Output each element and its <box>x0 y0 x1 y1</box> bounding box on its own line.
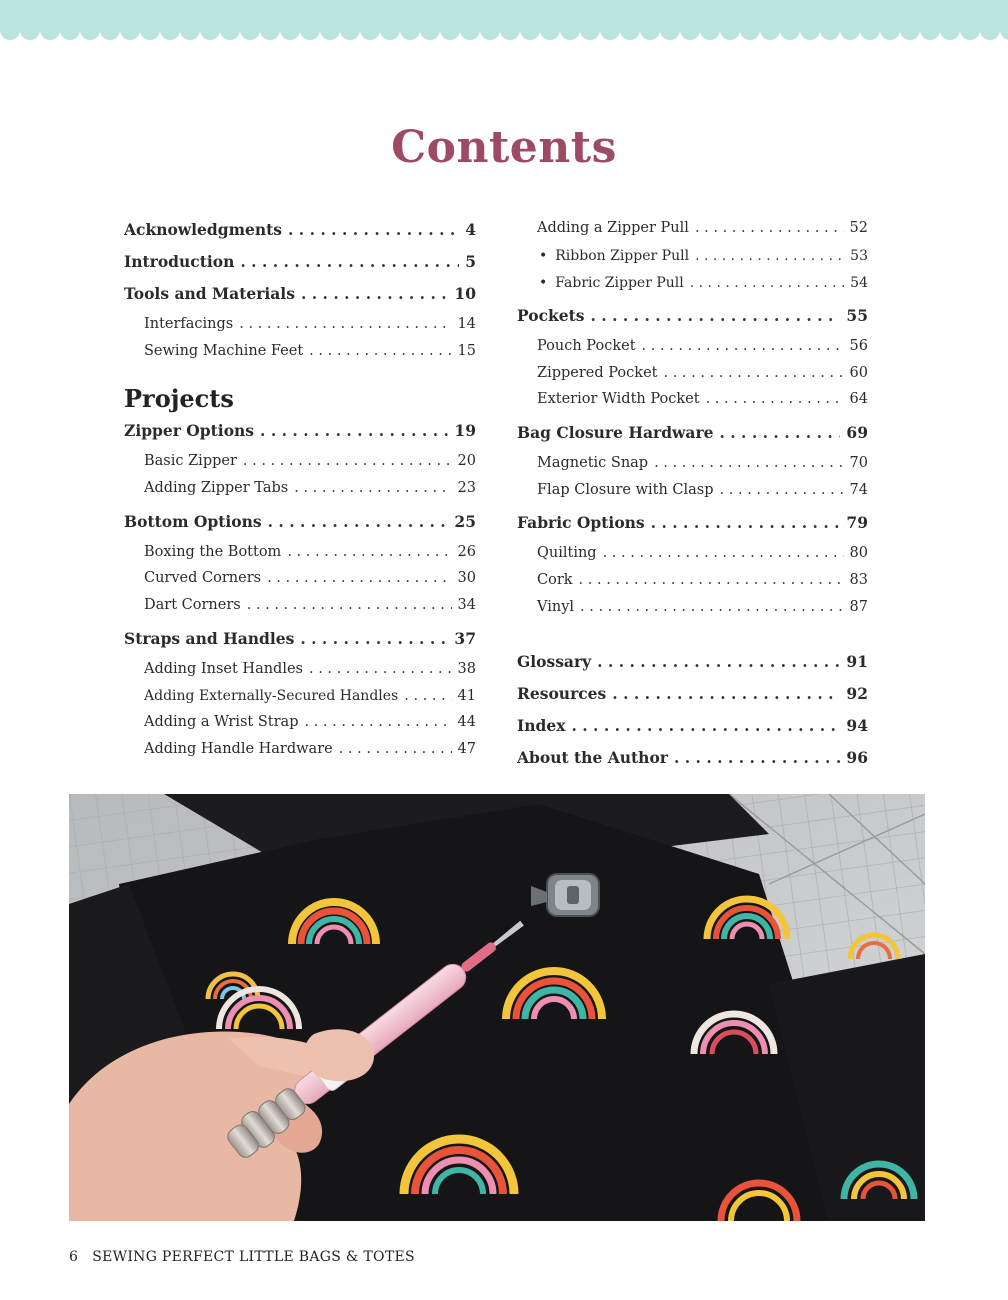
top-decorative-band <box>0 0 1008 40</box>
toc-subentry[interactable]: Adding Zipper Tabs . . . 23 <box>124 480 476 507</box>
toc-subentry[interactable]: Boxing the Bottom . . . 26 <box>124 544 476 571</box>
toc-subentry[interactable]: Dart Corners . . . 34 <box>124 597 476 624</box>
toc-entry[interactable]: Acknowledgments . . . 4 <box>124 220 476 252</box>
toc-subentry[interactable]: Sewing Machine Feet . . . 15 <box>124 343 476 370</box>
toc-subentry[interactable]: Cork . . . 83 <box>517 572 868 599</box>
toc-subentry[interactable]: Adding a Zipper Pull . . . 52 <box>517 220 868 248</box>
toc-subentry[interactable]: Quilting . . . 80 <box>517 545 868 572</box>
toc-subentry[interactable]: Magnetic Snap . . . 70 <box>517 455 868 482</box>
bullet-icon: • <box>539 274 548 291</box>
bullet-icon: • <box>539 248 548 264</box>
toc-subentry[interactable]: Adding Externally-Secured Handles . . . 41 <box>124 688 476 715</box>
book-title: SEWING PERFECT LITTLE BAGS & TOTES <box>92 1249 415 1265</box>
toc-subentry[interactable]: Flap Closure with Clasp . . . 74 <box>517 482 868 509</box>
toc-subsubentry[interactable]: • Fabric Zipper Pull . . . 54 <box>517 275 868 302</box>
toc-entry[interactable]: Pockets . . . 55 <box>517 306 868 338</box>
toc-subentry[interactable]: Adding Handle Hardware . . . 47 <box>124 741 476 768</box>
toc-entry[interactable]: Introduction . . . 5 <box>124 252 476 284</box>
sewing-photo <box>69 794 925 1221</box>
toc-entry[interactable]: Bag Closure Hardware . . . 69 <box>517 423 868 455</box>
toc-subentry[interactable]: Exterior Width Pocket . . . 64 <box>517 391 868 418</box>
page-number: 6 <box>69 1249 79 1265</box>
toc-subentry[interactable]: Interfacings . . . 14 <box>124 316 476 343</box>
toc-entry[interactable]: Index . . . 94 <box>517 716 868 748</box>
toc-entry[interactable]: Glossary . . . 91 <box>517 652 868 684</box>
toc-right-column <box>517 220 868 780</box>
toc-entry[interactable]: Resources . . . 92 <box>517 684 868 716</box>
toc-subentry[interactable]: Adding Inset Handles . . . 38 <box>124 661 476 688</box>
toc-left-column <box>124 220 476 768</box>
toc-entry[interactable]: About the Author . . . 96 <box>517 748 868 780</box>
toc-entry[interactable]: Straps and Handles . . . 37 <box>124 629 476 661</box>
toc-entry[interactable]: Zipper Options . . . 19 <box>124 421 476 453</box>
page-footer <box>69 1249 415 1265</box>
toc-subentry[interactable]: Curved Corners . . . 30 <box>124 570 476 597</box>
toc-subentry[interactable]: Vinyl . . . 87 <box>517 599 868 626</box>
toc-entry[interactable]: Bottom Options . . . 25 <box>124 512 476 544</box>
toc-entry[interactable]: Tools and Materials . . . 10 <box>124 284 476 316</box>
page-title: Contents <box>391 122 617 173</box>
toc-subentry[interactable]: Basic Zipper . . . 20 <box>124 453 476 480</box>
toc-subsubentry[interactable]: • Ribbon Zipper Pull . . . 53 <box>517 248 868 275</box>
section-heading-projects: Projects <box>124 384 234 414</box>
toc-subentry[interactable]: Pouch Pocket . . . 56 <box>517 338 868 365</box>
toc-entry[interactable]: Fabric Options . . . 79 <box>517 513 868 545</box>
toc-subentry[interactable]: Zippered Pocket . . . 60 <box>517 365 868 392</box>
toc-subentry[interactable]: Adding a Wrist Strap . . . 44 <box>124 714 476 741</box>
